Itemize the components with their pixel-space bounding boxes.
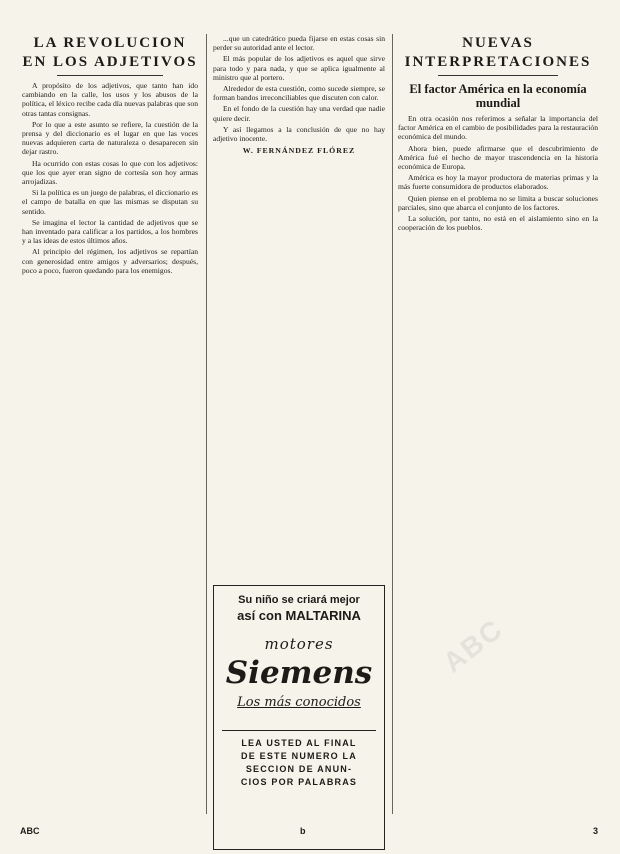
paragraph: A propósito de los adjetivos, que tanto han ido cambiando en la calle, los usos y los abusos de la política, el léxico recibe cada día nuevas palabras que son otras tantas consignas. [22,81,198,118]
paragraph: La solución, por tanto, no está en el aislamiento sino en la cooperación de los pueblos. [398,214,598,233]
paragraph: Se imagina el lector la cantidad de adjetivos que se han inventado para calificar a los partidos, a los hombres y a las ideas de estos últimos años. [22,217,198,246]
ad-line-2: así con MALTARINA [237,608,361,623]
page-number: 3 [592,826,598,836]
paragraph: América es hoy la mayor productora de materias primas y la más fuerte consumidora de productos elaborados. [398,173,598,192]
title-divider [57,75,163,76]
ad-brand-top: motores [264,635,334,653]
section-title: NUEVAS INTERPRETACIONES [404,35,592,70]
paragraph: Ha ocurrido con estas cosas lo que con los adjetivos: que los que ayer eran signo de cortesía son hoy armas arrojadizas. [22,158,198,187]
ad-line-1: Su niño se criará mejor [238,594,360,606]
article-mid [213,34,385,157]
paragraph: Quien piense en el problema no se limita a buscar soluciones parciales, sino que abarca el conjunto de los factores. [398,193,598,212]
paragraph: Al principio del régimen, los adjetivos se repartían con generosidad entre amigos y adversarios; después, poco a poco, fueron quedando para los enemigos. [22,247,198,275]
paragraph: Y así llegamos a la conclusión de que no hay adjetivo inocente. [213,124,385,144]
ad-brand: Siemens [225,655,373,691]
paragraph: El más popular de los adjetivos es aquel que sirve para todo y para nada, y que se aplica igualmente al ministro que al portero. [213,54,385,82]
footer-left: ABC [20,826,40,836]
notice-line: SECCION DE ANUN- [245,764,353,774]
paragraph: En el fondo de la cuestión hay una verdad que nadie quiere decir. [213,104,385,123]
title-divider [438,75,558,76]
byline: W. FERNÁNDEZ FLÓREZ [242,146,356,156]
paragraph: Si la política es un juego de palabras, el diccionario es el campo de batalla en que las mismas se disputan su sentido. [22,188,198,216]
article-right-title: El factor América en la economía mundial [409,82,587,110]
classifieds-notice [222,730,376,789]
paragraph: Ahora bien, puede afirmarse que el descubrimiento de América fué el hecho de mayor trascendencia en la historia económica de Europa. [398,143,598,172]
advertisement [213,585,385,850]
notice-line: DE ESTE NUMERO LA [241,751,357,761]
ad-tagline: Los más conocidos [237,695,361,710]
paragraph: Por lo que a este asunto se refiere, la cuestión de la prensa y del diccionario es el lugar en que las voces nuevas adquieren carta de naturaleza o desaparecen sin dejar rastro. [22,119,198,157]
paragraph: En otra ocasión nos referimos a señalar la importancia del factor América en el cambio de posibilidades para la restauración económica del mundo. [398,114,598,142]
column-rule-2 [392,34,393,814]
paragraph: Alrededor de esta cuestión, como sucede siempre, se forman bandos irreconciliables que discuten con calor. [213,84,385,103]
watermark: ABC [437,612,509,679]
footer-mid: b [300,826,306,836]
article-left [22,34,198,277]
article-left-title: LA REVOLUCION EN LOS ADJETIVOS [22,35,198,70]
notice-line: LEA USTED AL FINAL [241,738,357,748]
notice-line: CIOS POR PALABRAS [240,777,358,787]
article-right [398,34,598,234]
column-rule-1 [206,34,207,814]
paragraph: ...que un catedrático pueda fijarse en estas cosas sin perder su autoridad ante el lector. [213,34,385,53]
